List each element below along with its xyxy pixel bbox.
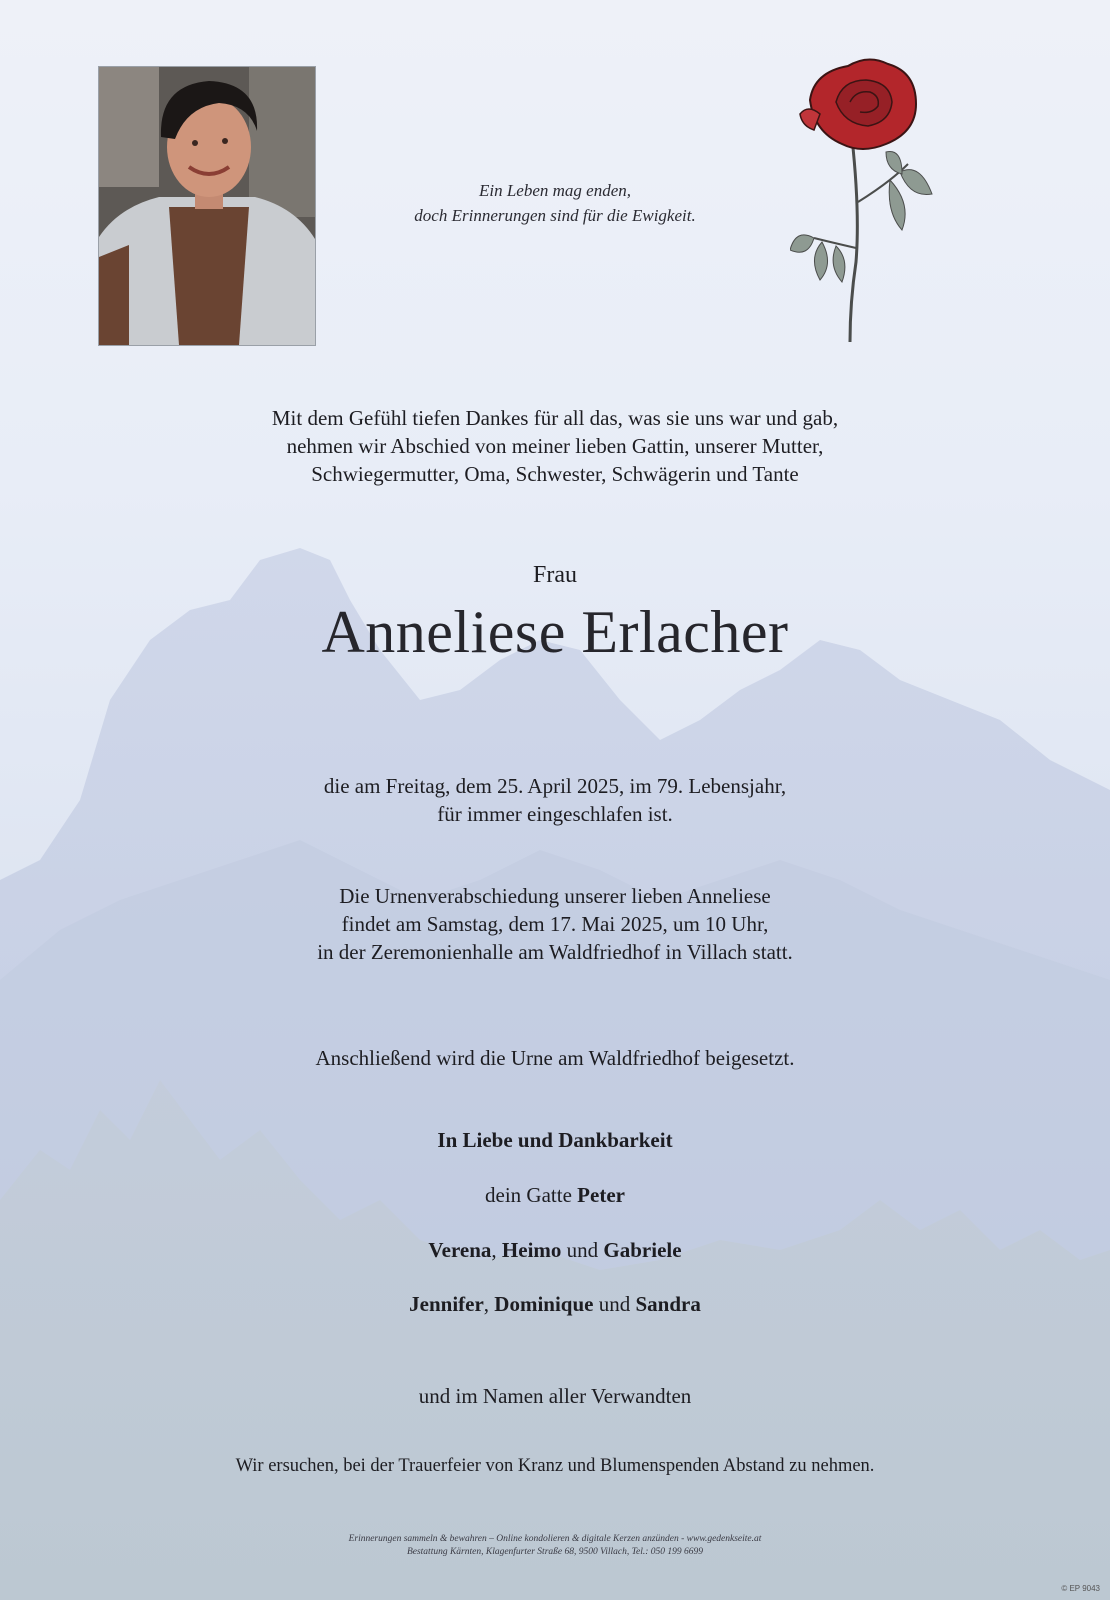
separator: , [491, 1238, 502, 1262]
footer [0, 1533, 1110, 1559]
deceased-name: Anneliese Erlacher [321, 599, 789, 665]
ceremony-line: in der Zeremonienhalle am Waldfriedhof in Villach statt. [317, 940, 793, 964]
intro-line: nehmen wir Abschied von meiner lieben Gattin, unserer Mutter, [286, 434, 824, 458]
salutation: Frau [533, 562, 577, 588]
ceremony-details [0, 882, 1110, 966]
family-children [0, 1238, 1110, 1263]
family-heading: In Liebe und Dankbarkeit [437, 1128, 673, 1152]
ceremony-line: Die Urnenverabschiedung unserer lieben Anneliese [339, 884, 771, 908]
memorial-quote [0, 178, 1110, 228]
grandchild-name: Jennifer [409, 1292, 484, 1316]
separator: , [483, 1292, 495, 1316]
death-notice-line: die am Freitag, dem 25. April 2025, im 79. Lebensjahr, [323, 774, 787, 798]
quote-line: doch Erinnerungen sind für die Ewigkeit. [414, 206, 696, 225]
family-relatives: und im Namen aller Verwandten [418, 1384, 692, 1408]
child-name: Heimo [501, 1238, 562, 1262]
conjunction: und [593, 1292, 636, 1316]
spouse-name: Peter [577, 1183, 625, 1207]
conjunction: und [561, 1238, 604, 1262]
death-notice-line: für immer eingeschlafen ist. [437, 802, 673, 826]
family-grandchildren [0, 1292, 1110, 1317]
flower-request: Wir ersuchen, bei der Trauerfeier von Kranz und Blumenspenden Abstand zu nehmen. [235, 1456, 875, 1476]
family-spouse [0, 1183, 1110, 1208]
death-notice [0, 772, 1110, 828]
spouse-prefix: dein Gatte [485, 1183, 572, 1207]
child-name: Verena [428, 1238, 492, 1262]
quote-line: Ein Leben mag enden, [478, 181, 632, 200]
ceremony-line: findet am Samstag, dem 17. Mai 2025, um 10 Uhr, [341, 912, 769, 936]
grandchild-name: Sandra [635, 1292, 701, 1316]
intro-line: Schwiegermutter, Oma, Schwester, Schwägerin und Tante [311, 462, 799, 486]
grandchild-name: Dominique [494, 1292, 594, 1316]
intro-text [0, 404, 1110, 488]
footer-line: Bestattung Kärnten, Klagenfurter Straße 68, 9500 Villach, Tel.: 050 199 6699 [406, 1547, 704, 1557]
form-code: © EP 9043 [1061, 1584, 1100, 1593]
intro-line: Mit dem Gefühl tiefen Dankes für all das, was sie uns war und gab, [271, 406, 839, 430]
footer-line: Erinnerungen sammeln & bewahren – Online kondolieren & digitale Kerzen anzünden - www.gedenkseite.at [348, 1534, 762, 1544]
burial-notice: Anschließend wird die Urne am Waldfriedhof beigesetzt. [315, 1046, 795, 1070]
child-name: Gabriele [603, 1238, 682, 1262]
